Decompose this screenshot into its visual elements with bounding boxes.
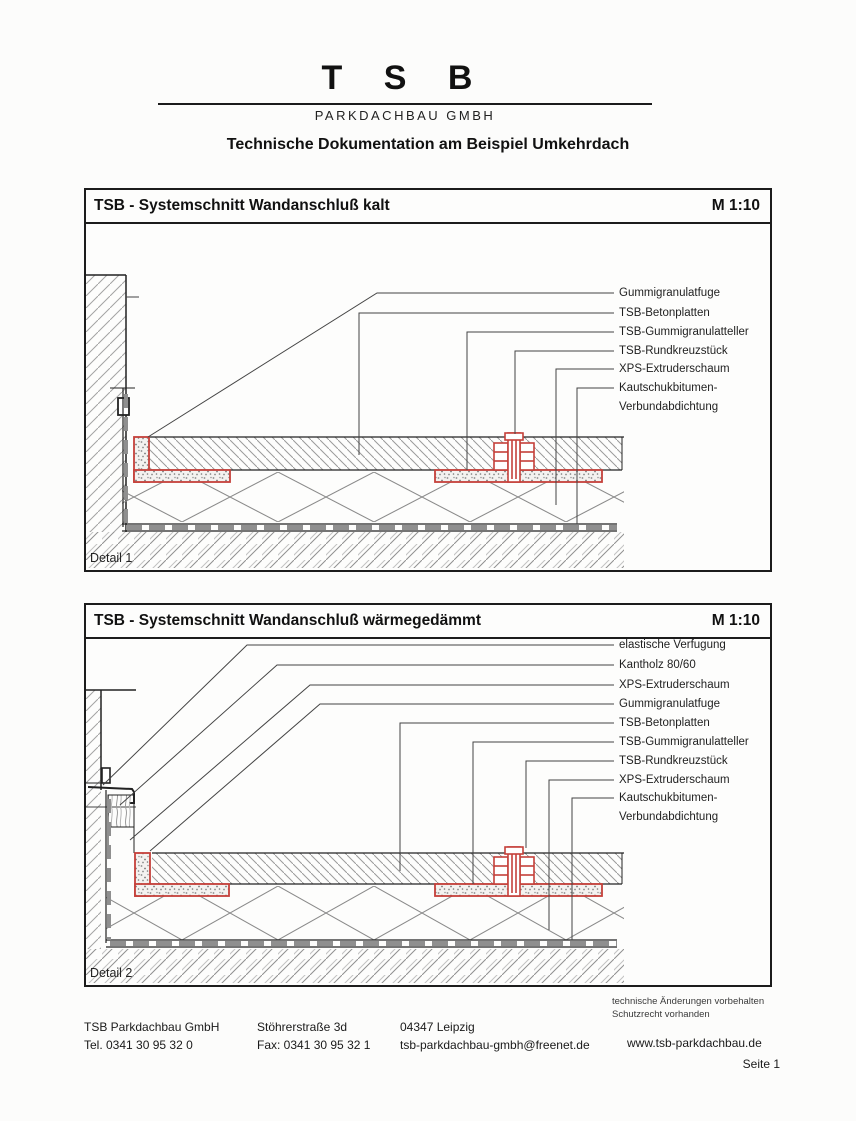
drawing2-scale: M 1:10 <box>711 612 760 629</box>
footer-notes <box>612 995 764 1021</box>
concrete-slab <box>134 437 624 470</box>
company-phone: Tel. 0341 30 95 32 0 <box>84 1038 193 1052</box>
wall-clip <box>102 768 110 783</box>
drawing1-header <box>86 190 770 224</box>
label-xps-bottom: XPS-Extruderschaum <box>619 774 730 787</box>
drawing1-scale: M 1:10 <box>711 197 760 214</box>
concrete-slab <box>135 853 624 884</box>
drawing2-labels <box>619 639 749 823</box>
roof-deck <box>86 532 624 568</box>
label-elastische-verfugung: elastische Verfugung <box>619 639 726 652</box>
label-verbundabdichtung: Verbundabdichtung <box>619 811 719 824</box>
label-gummigranulatfuge: Gummigranulatfuge <box>619 698 720 711</box>
label-betonplatten: TSB-Betonplatten <box>619 307 710 320</box>
company-website: www.tsb-parkdachbau.de <box>627 1036 762 1050</box>
footer-city-block <box>400 1018 590 1054</box>
detail2-caption: Detail 2 <box>90 966 133 980</box>
drawing2-title: TSB - Systemschnitt Wandanschluß wärmegedämmt <box>94 612 482 629</box>
drawing1-box <box>84 188 772 572</box>
footer-address-block <box>257 1018 370 1054</box>
drawing2-header <box>86 605 770 639</box>
label-xps-top: XPS-Extruderschaum <box>619 679 730 692</box>
company-fax: Fax: 0341 30 95 32 1 <box>257 1038 371 1052</box>
roof-deck <box>86 949 624 983</box>
company-logo <box>158 58 652 98</box>
footer-note-2: Schutzrecht vorhanden <box>612 1009 710 1020</box>
company-street: Stöhrerstraße 3d <box>257 1020 348 1034</box>
label-gummigranulatfuge: Gummigranulatfuge <box>619 287 720 300</box>
label-verbundabdichtung: Verbundabdichtung <box>619 401 719 414</box>
logo-subtitle: PARKDACHBAU GMBH <box>314 108 496 123</box>
label-gummigranulatteller: TSB-Gummigranulatteller <box>619 736 749 749</box>
logo-text: T S B <box>321 59 489 97</box>
company-email: tsb-parkdachbau-gmbh@freenet.de <box>400 1038 590 1052</box>
drawing2-svg <box>86 639 766 983</box>
drawing2-box <box>84 603 772 987</box>
label-kautschukbitumen: Kautschukbitumen- <box>619 792 718 805</box>
label-rundkreuzstueck: TSB-Rundkreuzstück <box>619 755 728 768</box>
label-xps: XPS-Extruderschaum <box>619 363 730 376</box>
document-title: Technische Dokumentation am Beispiel Umkehrdach <box>226 136 630 153</box>
drawing1-svg <box>86 224 766 568</box>
company-name: TSB Parkdachbau GmbH <box>84 1020 220 1034</box>
label-rundkreuzstueck: TSB-Rundkreuzstück <box>619 345 728 358</box>
label-gummigranulatteller: TSB-Gummigranulatteller <box>619 326 749 339</box>
page-number: Seite 1 <box>742 1057 780 1071</box>
logo-underline <box>158 103 652 105</box>
label-kautschukbitumen: Kautschukbitumen- <box>619 382 718 395</box>
footer-note-1: technische Änderungen vorbehalten <box>612 996 765 1007</box>
label-kantholz: Kantholz 80/60 <box>619 659 696 672</box>
company-city: 04347 Leipzig <box>400 1020 475 1034</box>
footer-company-block <box>84 1018 219 1054</box>
detail1-caption: Detail 1 <box>90 551 133 565</box>
label-betonplatten: TSB-Betonplatten <box>619 717 710 730</box>
drawing1-labels <box>619 287 749 413</box>
drawing1-title: TSB - Systemschnitt Wandanschluß kalt <box>94 197 390 214</box>
